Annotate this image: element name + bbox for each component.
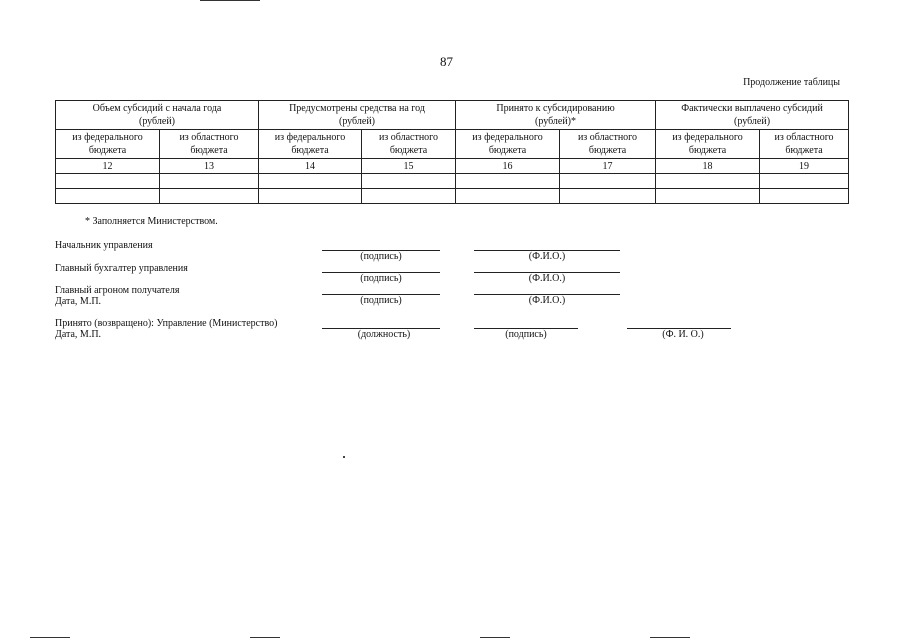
scan-edge-bottom [30,637,70,638]
column-number: 16 [456,159,560,174]
sub-header-regional: из областного бюджета [760,130,849,159]
group-header: Предусмотрены средства на год (рублей) [259,101,456,130]
label-accepted-by: Принято (возвращено): Управление (Министерство) [55,318,278,329]
group-header: Принято к субсидированию (рублей)* [456,101,656,130]
column-number: 12 [56,159,160,174]
caption-name: (Ф. И. О.) [662,329,704,340]
sub-header-federal: из федерального бюджета [56,130,160,159]
caption-signature: (подпись) [360,273,402,284]
label-date-stamp: Дата, М.П. [55,329,102,340]
table-row [56,174,849,189]
caption-signature: (подпись) [360,295,402,306]
group-header: Фактически выплачено субсидий (рублей) [656,101,849,130]
sub-header-regional: из областного бюджета [362,130,456,159]
caption-signature: (подпись) [505,329,547,340]
label-head-of-department: Начальник управления [55,240,153,251]
column-number: 19 [760,159,849,174]
scan-edge-bottom [480,637,510,638]
caption-position: (должность) [357,329,411,340]
column-number-row [56,159,849,174]
label-date-stamp: Дата, М.П. [55,296,102,307]
scan-speck [343,456,345,458]
table-continuation-label: Продолжение таблицы [743,77,840,88]
label-chief-accountant: Главный бухгалтер управления [55,263,188,274]
sub-header-regional: из областного бюджета [560,130,656,159]
sub-header-row [56,130,849,159]
sub-header-federal: из федерального бюджета [259,130,362,159]
group-header: Объем субсидий с начала года (рублей) [56,101,259,130]
sub-header-federal: из федерального бюджета [656,130,760,159]
scan-edge-bottom [250,637,280,638]
subsidy-table [55,100,849,204]
label-chief-agronomist: Главный агроном получателя [55,285,180,296]
sub-header-regional: из областного бюджета [160,130,259,159]
column-number: 17 [560,159,656,174]
page-number: 87 [440,54,453,69]
footnote: * Заполняется Министерством. [85,216,218,227]
column-number: 14 [259,159,362,174]
scan-edge-top [200,0,260,1]
column-number: 15 [362,159,456,174]
caption-signature: (подпись) [360,251,402,262]
column-number: 13 [160,159,259,174]
scan-edge-bottom [650,637,690,638]
column-number: 18 [656,159,760,174]
table-row [56,189,849,204]
caption-name: (Ф.И.О.) [528,273,566,284]
caption-name: (Ф.И.О.) [528,295,566,306]
caption-name: (Ф.И.О.) [528,251,566,262]
sub-header-federal: из федерального бюджета [456,130,560,159]
group-header-row [56,101,849,130]
